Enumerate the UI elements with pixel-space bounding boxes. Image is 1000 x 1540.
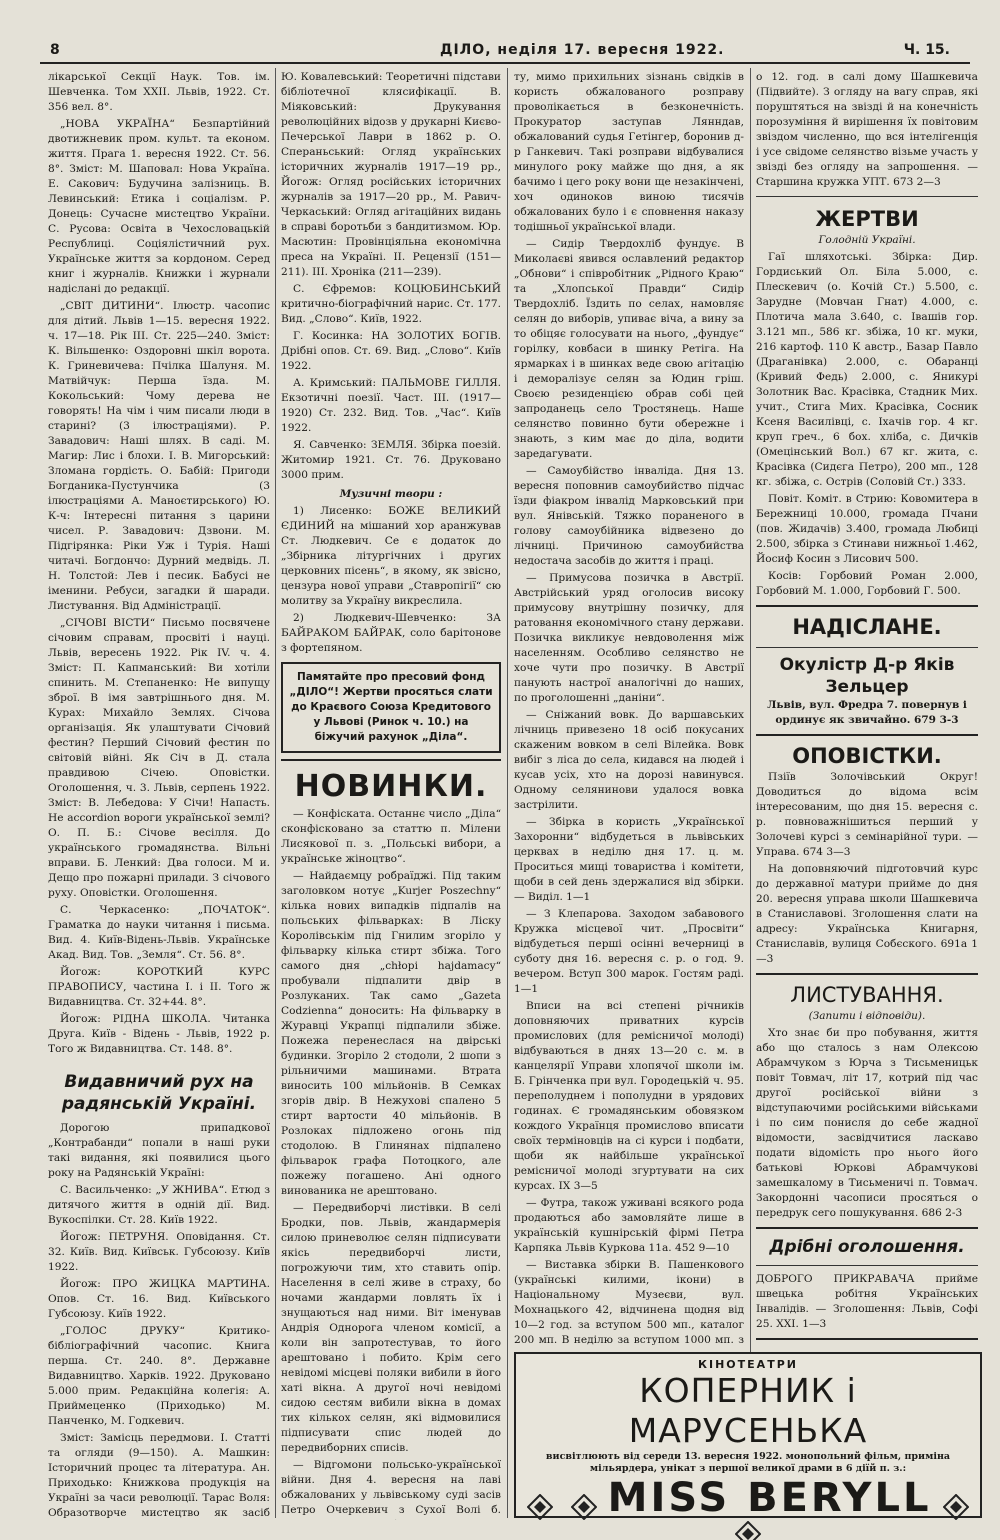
small-ads-title: Дрібні оголошення. xyxy=(769,1237,965,1257)
article-paragraph: Йогож: КОРОТКИЙ КУРС ПРАВОПИСУ, частина I. і II. Того ж Видавництва. Ст. 32+44. 8°. xyxy=(48,966,270,1008)
article-paragraph: ту, мимо прихильних зізнань свідків в користь обжалованого розправу проволікається в безконечність. Прокуратор заступав Лянндав, обжалований судья Гетінгер, боронив д-р Ганкевич. Такі розправи відбувалися минулого року майже що дня, а як бачимо і цего року вони ще незакінчені, хоч одиноков виною тисячів обжалованих було і є сповнення наказу тодішньої української влади. xyxy=(514,71,744,233)
column-4 xyxy=(756,70,978,1345)
sent-title: НАДІСЛАНЕ. xyxy=(792,615,942,639)
page-header xyxy=(40,38,970,64)
letters-title: ЛИСТУВАННЯ. xyxy=(790,983,944,1007)
donation-entry: Косів: Горбовий Роман 2.000, Горбовий М. 1.000, Горбовий Г. 500. xyxy=(756,570,978,597)
article-paragraph: „СІЧОВІ ВІСТИ“ Письмо посвячене січовим справам, просвіті і науці. Львів, вересень 1922. Рік IV. ч. 4. Зміст: П. Капманський: Ви хотіли спинить. М. Степаненко: Не випущу зброї. В імя завтрішнього дня. М. Курах: Михайло Землях. Січова організація. Як улаштувати Січовий фестин? Перший Січовий фестин по світовій війні. Як Січ в Д. стала правдивою Січею. Оповістки. Оголошення, ч. 3. Львів, серпень 1922. Зміст: В. Лебедова: У Січи! Напасть. Не accordion вороги української землі? О. П. Б.: Січове весілля. До українського громадянства. Вільні вправи. Б. Ленкий: Два голоси. М и. Дещо про пожарні прилади. З січового руху. Оповістки. Оголошення. xyxy=(48,617,270,899)
diamond-ornament-icon xyxy=(735,1521,761,1540)
news-item: — Конфіската. Останнє число „Ділa“ сконфісковано за статтю п. Мілени Лисякової п. з. „Польські вибори, а українське жіноцтво“. xyxy=(281,808,501,865)
article-paragraph: Зміст: Замісць передмови. І. Статті та огляди (9—150). А. Машкин: Історичний процес та література. Ан. Приходько: Книжкова продукція на Україні за часи революції. Тарас Воля: Образотворче мистецтво як засіб xyxy=(48,1432,270,1519)
article-paragraph: Йогож: ПРО ЖИЦКА МАРТИНА. Опов. Ст. 16. Вид. Київського Губсоюзу. Київ 1922. xyxy=(48,1278,270,1320)
news-item: — Самоубійство інваліда. Дня 13. вересня поповнив самоубийство підчас їзди фіакром інвалід Марковський при вул. Янівській. Тяжко пораненого в голову самоубійника відвезено до лічниці. Причиною самоубийства недостача засобів до життя і праці. xyxy=(514,465,744,567)
article-paragraph: А. Кримський: ПАЛЬМОВЕ ГИЛЛЯ. Екзотичні поезії. Част. III. (1917—1920) Ст. 232. Вид. Тов. „Час“. Київ 1922. xyxy=(281,377,501,434)
cinema-ad xyxy=(514,1352,982,1521)
notice-entry: На доповняючий підготовчий курс до державної матури прийме до дня 20. вересня управа школи Шашкевича в Станиславові. Зголошення слати на адресу: Українська Книгарня, Станиславів, вулиця Собєского. 691а 1—3 xyxy=(756,863,978,965)
column-3 xyxy=(514,70,744,1345)
donations-subtitle: Голодній Україні. xyxy=(818,234,916,246)
news-item: — Відгомони польсько-української війни. Дня 4. вересня на лаві обжалованих у львівському суді засів Петро Очеркевич з Сухої Волі б. xyxy=(281,1459,501,1516)
divider xyxy=(756,1338,978,1340)
article-paragraph: Дорогою припадкової „Контрабанди“ попали в наші руки такі видання, які появилися цього року на Радянській Україні: xyxy=(48,1122,270,1179)
donation-entry: Гаї шляхотські. Збірка: Дир. Гордиський Ол. Біла 5.000, с. Плескевич (о. Кочій Ст.) 5.500, с. Зарудне (Мовчан Гнат) 4.000, с. Плотича мала 3.640, с. Івашів гор. 3.121 мп., 586 кг. збіжа, 10 кг. муки, 216 картоф. 110 К австр., Базар Павло (Драганівка) 2.000, с. Обаранці (Кривий Федь) 2.000, с. Яникурі Золотник Вас. Красівка, Стадник Мих. учит., Стига Мих. Красівка, Сосник Ксеня Василівці, с. Іхачів гор. 4 кг. круп греч., 6 бох. хліба, с. Дичків (Омецінський Вол.) 67 кг. жита, с. Красівка (Сидєга Петро), 200 мп., 128 кг. збіжа, с. Острів (Соловій Ст.) 333. xyxy=(756,251,978,488)
article-paragraph: „НОВА УКРАЇНА“ Безпартійний двотижневик пром. культ. та економ. життя. Прага 1. вересня 1922. Ст. 56. 8°. Зміст: М. Шаповал: Нова Україна. Е. Сакович: Будучина залізниць. В. Левинський: Етика і соціалізм. Р. Донець: Сучасне мистецтво України. С. Русова: Освіта в Чехословацькій Республиці. Соціялістичний рух. Українське життя за кордоном. Серед книг і журналів. Книжки і журнали надіслані до редакції. xyxy=(48,118,270,295)
cinema-line: висвітлюють від середи 13. вересня 1922. монопольний фільм, приміна мільярдера, унікат з першої великої драми в 6 діїй п. з.: xyxy=(545,1451,951,1474)
divider xyxy=(281,759,501,761)
news-item: — Примусова позичка в Австрії. Австрійський уряд оголосив високу примусову внутрішну позичку, для ратовання економічного стану держави. Позичка викликує невдоволення між населенням. Особливо селянство не хоче чути про позичку. В Австрії панують настрої аналогічні до наших, по проголошенні „даніни“. xyxy=(514,572,744,704)
letters-entry: Хто знає би про побування, життя або що сталось з нам Олексою Абрамчуком з Юрча з Тисьменицьк повіт Товмач, літ 17, котрий під час другої російської війни з відступаючими російськими військами і по сим понисля до себе жадної відомости, засвідчитися ласкаво подати відомість про нього його батькові Юркові Абрамчукові замешкалому в Тисьменичі п. Товмач. Закордонні часописи просяться о передрук сего пошукування. 686 2-3 xyxy=(756,1027,978,1219)
news-item: — Сидір Твердохліб фундує. В Миколаєві явився ославлений редактор „Обнови“ і співробітник „Рідного Краю“ та „Хлопської Правди“ Сидір Твердохліб. Їздить по селах, намовляє селян до виборів, упиває віча, а вину за то обіцяє голосувати на нього, „фундує“ горілку, ковбаси в шинку Ретіга. На ярмарках і в шинках веде свою агітацію і деморалізує селян за Юдин гріш. Своєю резиденцією обрав собі цей запроданець село Тростянець. Наше селянство повинно бути обережне і знають, з ким має до діла, водити заредагувати. xyxy=(514,238,744,460)
issue-number: Ч. 15. xyxy=(903,42,950,58)
news-item: — Найдаємцу робрaїджі. Під таким заголовком нотує „Kurjer Poszechny“ кілька нових випадків підпалів на польських фільварках: В Ліску Королівськім під Гнилим згоріло у фільварку кілька стирт збіжа. Того самого дня „chłopi hajdamacy“ пробували підпалити двір в Розлуканих. Так само „Gazeta Codzienna“ доносить: На фільварку в Журавці Украпці підпалили збіже. Пожежа перенеслася на двірські будинки. Згоріло 2 стодоли, 2 шопи з рільничими машинами. Втрата виносить 100 мільйонів. В Семках згорів двір. В Нежухові спалено 5 стирт вартости 40 мільйонів. В Розлоках підложено огонь під стодолою. В Глинянах підпалено фільварок графа Потоцкого, але пожежу погашено. Ані одного винованика не арештовано. xyxy=(281,870,501,1197)
article-paragraph: 1) Лисенко: БОЖЕ ВЕЛИКИЙ ЄДИНИЙ на мішаний хор аранжував Ст. Людкевич. Се є додаток до „Збірника літургічних і других церковних пісень“, в якому, як звісно, цензура нової управи „Ставропігії“ сю молитву за Україну викреслила. xyxy=(281,505,501,607)
column-rule xyxy=(507,68,508,1518)
music-header: Музичні твори : xyxy=(339,488,443,500)
news-item: — Збірка в користь „Української Захоронни“ відбудеться в львівських церквах в неділю дня 17. ц. м. Проситься мищі товариства і комітети, щоби в сей день здержалися від збірки. — Виділ. 1—1 xyxy=(514,816,744,903)
page-number: 8 xyxy=(50,42,60,58)
news-item: — З Клепарова. Заходом забавового Кружка місцевої чит. „Просвіти“ відбудеться перші осінні вечерниці в суботу дня 16. вересня с. р. о год. 9. вечером. Вступ 300 марок. Гостям раді. 1—1 xyxy=(514,908,744,995)
divider xyxy=(756,1227,978,1229)
diamond-ornament-icon xyxy=(571,1494,597,1520)
notice-text: о 12. год. в салі дому Шашкевича (Підвийте). З огляду на вагу справ, які поруштяться на звізді й на конечність порозуміння й вирішення їх повітовим звіздом численно, що вся інтелігенція і усе свідоме селянство візьме участь у звізді без огляду на запрошення. — Старшина кружка УПТ. 673 2—3 xyxy=(756,71,978,188)
article-paragraph: „СВІТ ДИТИНИ“. Ілюстр. часопис для дітий. Львів 1—15. вересня 1922. ч. 17—18. Рік III. Ст. 225—240. Зміст: К. Вільшенко: Оздоровні шкіл ворота. К. Гриневичева: Пчілка Шалуня. М. Матвійчук: Перша їзда. М. Кокольський: Чому дерева не говорять! На чім і чим писали люди в старині? (3 ілюстраціями). Р. Завадович: Наші шлях. В саді. М. Магир: Лис і блохи. І. В. Мигорський: Зломана гордість. О. Бабій: Пригоди Богданика-Пустунчика (3 ілюстраціями А. Маноєтирського) Ю. К-ч: Інтересні питання з царини чисел. Р. Завадович: Дзвони. М. Підгірянка: Ріки Уж і Турія. Наші читачі. Богдончо: Дурний медвідь. Л. Н. Толстой: Лев і песик. Бабусі не іменини. Ребуси, загадки й шаради. Листування. Від Адміністрації. xyxy=(48,300,270,612)
donations-title: ЖЕРТВИ xyxy=(815,207,919,231)
press-fund-box: Памятайте про пресовий фонд „ДІЛО“! Жертви просяться слати до Краєвого Союза Кредитового у Львові (Ринок ч. 10.) на біжучий рахунок „Діла“. xyxy=(281,662,501,753)
divider xyxy=(756,1265,978,1266)
news-title: НОВИНКИ. xyxy=(294,769,488,804)
column-2 xyxy=(281,70,501,1520)
notice-entry: Пзіїв Золочівський Округ! Доводиться до відома всім інтересованим, що дня 15. вересня с. р. повноважнішиться перший у Золочеві курсі з семінарійної тури. — Управа. 674 3—3 xyxy=(756,771,978,858)
news-item: — Сніжаний вовк. До варшавських лічниць привезено 18 осіб покусаних скаженим вовком в селі Вілейка. Вовк вибіг з ліса до села, кидався на людей і кусав усіх, хто на дорозі навинувся. Одному селянинови удалося вовка застрілити. xyxy=(514,709,744,811)
cinema-name: КОПЕРНИК і МАРУСЕНЬКА xyxy=(628,1371,868,1450)
article-paragraph: С. Черкасенко: „ПОЧАТОК“. Граматка до науки читання і письма. Вид. 4. Київ-Відень-Львів. Українське Акад. Вид. Тов. „Земля“. Ст. 56. 8°. xyxy=(48,904,270,961)
column-rule xyxy=(750,68,751,1518)
news-item: — Передвиборчі листівки. В селі Бродки, пов. Львів, жандармерія силою приневолює селян підписувати якісь передвиборчі листи, погрожуючи тим, хто ставить опір. Населення в селі живе в страху, бо ночами жандарми ловлять їх і знущаються над ними. Віт іменував Андрія Однорога членом комісії, а коли він запротестував, то його арештовано і побито. Крім сего невідомі місцеві поляки вибили в його хаті вікна. А другої ночі невідомі сидою сестям вибили вікна в домах тих кількох селян, які відмовилися підписувати спис людей до передвиборних списів. xyxy=(281,1202,501,1454)
news-item: — Виставка збірки В. Пашенкового (українські килими, ікони) в Національному Музеєви, вул. Мохнацького 42, відчинена щодня від 10—2 год. зa вступом 500 мп., каталог 200 мп. В неділю за вступом 1000 мп. з xyxy=(514,1259,744,1345)
column-1 xyxy=(48,70,270,1520)
article-paragraph: лікарської Секції Наук. Тов. ім. Шевченка. Том XXII. Львів, 1922. Ст. 356 вел. 8°. xyxy=(48,71,270,113)
news-item: Вписи на всі степені річників доповняючих приватних курсів промислових (для ремісничої молоді) відбуваються в днях 13—20 с. м. в канцелярії Управи хлопячої школи ім. Б. Грінченка при вул. Городецькій ч. 95. переполуднем і пополудни в урядових годинах. Є громадянським обовязком кождого Українця промислово вписати своїх терміновців на сі курси і подбати, щоби як найбільше української ремісничої молоді згуртувати на сих курсах. IX 3—5 xyxy=(514,1000,744,1192)
diamond-ornament-icon xyxy=(527,1494,553,1520)
oculist-address: Львів, вул. Фредра 7. повернув і ординує як звичайно. 679 3-3 xyxy=(767,699,967,726)
divider xyxy=(756,973,978,975)
news-item: — Футра, також уживані всякого рода продаються або замовляйте лише в українській кушнірській фірмі Петра Карпяка Львів Курковa 11а. 452 9—10 xyxy=(514,1197,744,1254)
film-title: MISS BERYLL xyxy=(607,1475,932,1521)
divider xyxy=(756,605,978,607)
column-rule xyxy=(275,68,276,1518)
divider xyxy=(756,734,978,736)
letters-subtitle: (Запити і відповіди). xyxy=(808,1010,926,1022)
section-title: Видавничий рух на радянській Україні. xyxy=(61,1072,257,1114)
divider xyxy=(756,647,978,648)
article-paragraph: 2) Людкевич-Шевченко: ЗА БАЙРАКОМ БАЙРАК, соло барітонове з фортепяном. xyxy=(281,612,501,654)
cinema-label: КІНОТЕАТРИ xyxy=(698,1358,798,1371)
article-paragraph: Г. Косинка: НА ЗОЛОТИХ БОГІВ. Дрібні опов. Ст. 69. Вид. „Слово“. Київ 1922. xyxy=(281,330,501,372)
article-paragraph: „ГОЛОС ДРУКУ“ Критико-бібліографічний часопис. Книга перша. Ст. 240. 8°. Державне Видавництво. Харків. 1922. Друковано 5.000 прим. Редакційна колегія: А. Приймеценко (Приходько) М. Панченко, М. Годкевич. xyxy=(48,1325,270,1427)
article-paragraph: С. Васильченко: „У ЖНИВА“. Етюд з дитячого життя в одній дії. Вид. Вукоспілки. Ст. 28. Київ 1922. xyxy=(48,1184,270,1226)
article-paragraph: Йогож: ПЕТРУНЯ. Оповідання. Ст. 32. Київ. Вид. Київськ. Губсоюзу. Київ 1922. xyxy=(48,1231,270,1273)
divider xyxy=(756,196,978,197)
article-paragraph: Ю. Ковалевський: Теоретичні підстави бібліотечної клясифікації. В. Міяковський: Друкування революційних відозв у друкарні Києво-Печерської Лаври в 1862 р. О. Спераньський: Огляд українських історичних журналів 1917—19 рр., Йогож: Огляд російських історичних журналів за 1917—20 рр., М. Равич-Черкаський: Огляд агітаційних видань в справі боротьби з бандитизмом. Юр. Масютин: Провінціяльна економічна преса на Україні. II. Рецензії (151—211). III. Хроніка (211—239). xyxy=(281,71,501,278)
notices-title: ОПОВІСТКИ. xyxy=(792,744,942,768)
small-ad: ДОБРОГО ПРИКРАВАЧА прийме швецька робітня Українських Інвалідів. — Зголошення: Львів, Софі 25. XXI. 1—3 xyxy=(756,1273,978,1330)
donation-entry: Повіт. Коміт. в Стрию: Ковомитера в Бережниці 10.000, громада Пчани (пов. Жидачів) 3.400, громада Любиці 2.500, збірка з Стинави нижньої 1.462, Йосиф Косин з Лисович 500. xyxy=(756,493,978,565)
article-paragraph: С. Єфремов: КОЦЮБИНСЬКИЙ критично-біографічний нарис. Ст. 177. Вид. „Слово“. Київ, 1922. xyxy=(281,283,501,325)
masthead: ДІЛО, неділя 17. вересня 1922. xyxy=(440,42,725,58)
article-paragraph: Йогож: РІДНА ШКОЛА. Читанка Друга. Київ - Відень - Львів, 1922 р. Того ж Видавництва. Ст. 148. 8°. xyxy=(48,1013,270,1055)
oculist-name: Окулістр Д-р Яків Зельцер xyxy=(779,655,955,697)
article-paragraph: Я. Савченко: ЗЕМЛЯ. Збірка поезій. Житомир 1921. Ст. 76. Друковано 3000 прим. xyxy=(281,439,501,481)
diamond-ornament-icon xyxy=(943,1494,969,1520)
